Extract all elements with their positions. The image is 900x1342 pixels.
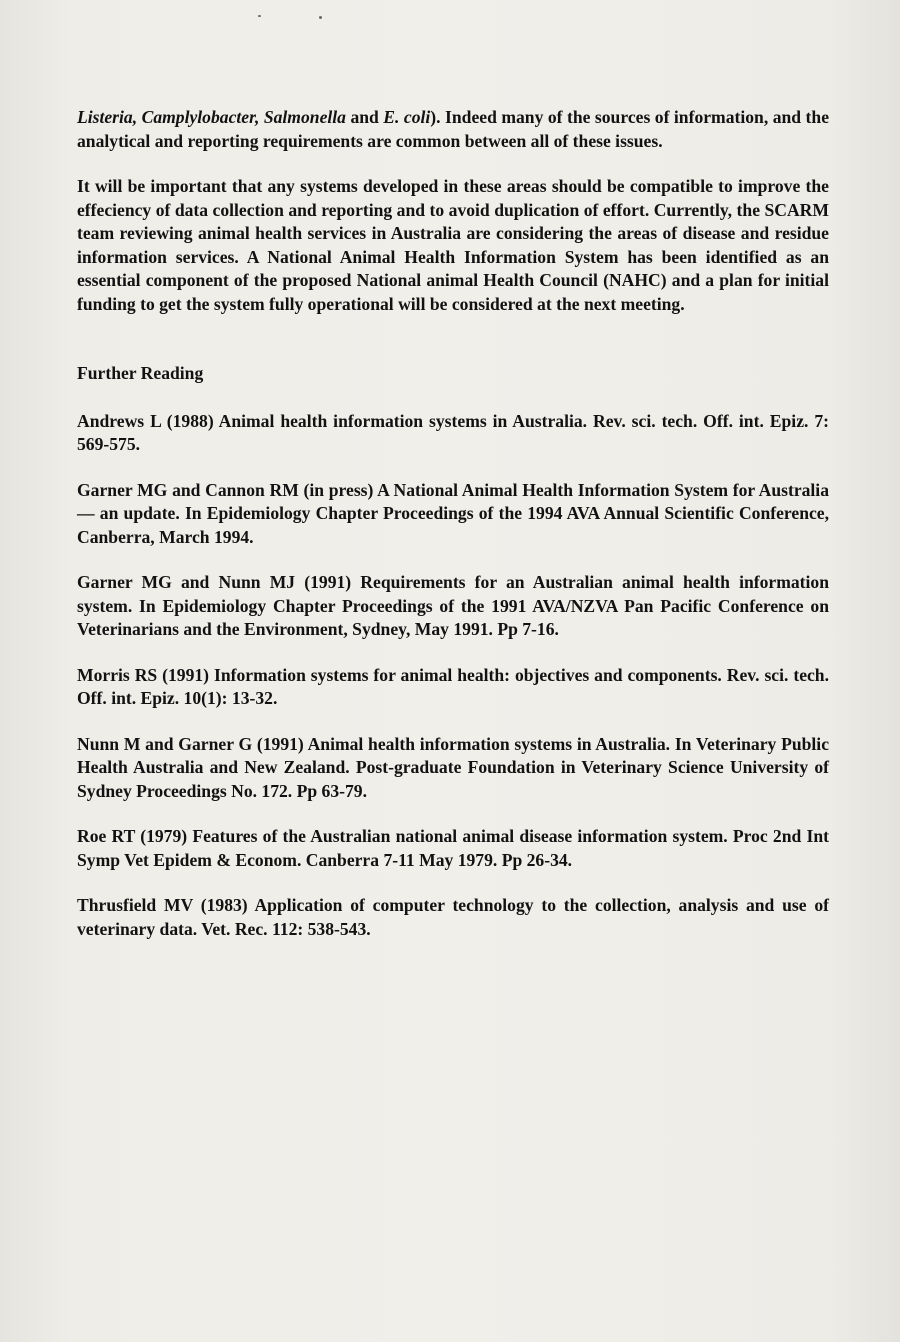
intro-organism-ecoli: E. coli [383, 107, 431, 127]
intro-paragraph [77, 106, 829, 153]
reference-item: Thrusfield MV (1983) Application of computer technology to the collection, analysis and use of veterinary data. Vet. Rec. 112: 538-543. [77, 895, 829, 939]
intro-organism-names: Listeria, Camplylobacter, Salmonella [77, 107, 346, 127]
intro-and: and [345, 107, 384, 127]
reference-item: Andrews L (1988) Animal health information systems in Australia. Rev. sci. tech. Off. int. Epiz. 7: 569-575. [77, 410, 829, 454]
body-paragraph: It will be important that any systems developed in these areas should be compatible to improve the effeciency of data collection and reporting and to avoid duplication of effort. Currently, the SCARM team reviewing animal health services in Australia are considering the areas of disease and residue information services. A National Animal Health Information System has been identified as an essential component of the proposed National animal Health Council (NAHC) and a plan for initial funding to get the system fully operational will be considered at the next meeting. [77, 176, 829, 314]
paper-speck [258, 15, 261, 17]
reference-item: Morris RS (1991) Information systems for animal health: objectives and components. Rev. sci. tech. Off. int. Epiz. 10(1): 13-32. [77, 664, 829, 708]
reference-item: Garner MG and Cannon RM (in press) A National Animal Health Information System for Australia — an update. In Epidemiology Chapter Proceedings of the 1994 AVA Annual Scientific Conference, Canberra, March 1994. [77, 479, 829, 547]
reference-item: Nunn M and Garner G (1991) Animal health information systems in Australia. In Veterinary Public Health Australia and New Zealand. Post-graduate Foundation in Veterinary Science University of Sydney Proceedings No. 172. Pp 63-79. [77, 733, 829, 801]
document-body [77, 106, 829, 941]
reference-item: Garner MG and Nunn MJ (1991) Requirements for an Australian animal health information system. In Epidemiology Chapter Proceedings of the 1991 AVA/NZVA Pan Pacific Conference on Veterinarians and the Environment, Sydney, May 1991. Pp 7-16. [77, 572, 829, 639]
reference-item: Roe RT (1979) Features of the Australian national animal disease information system. Proc 2nd Int Symp Vet Epidem & Econom. Canberra 7-11 May 1979. Pp 26-34. [77, 826, 829, 870]
further-reading-heading: Further Reading [77, 363, 204, 383]
paper-speck [319, 16, 322, 19]
intro-rest: ). Indeed many of the sources of information, and the analytical and reporting requirements are common between all of these issues. [77, 107, 830, 151]
